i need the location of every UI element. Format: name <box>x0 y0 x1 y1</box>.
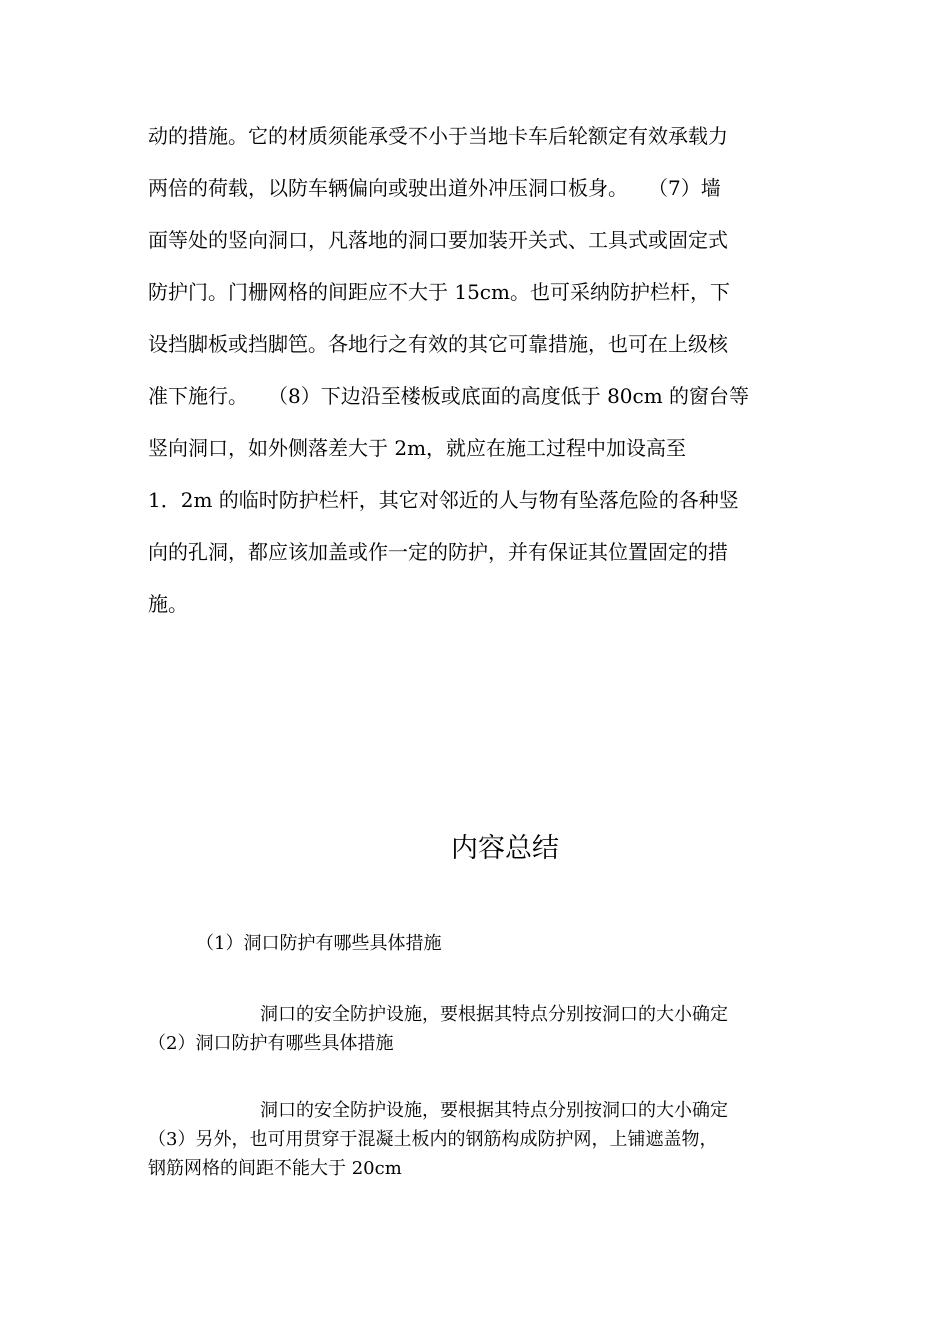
body-line: 面等处的竖向洞口，凡落地的洞口要加装开关式、工具式或固定式 <box>148 228 728 252</box>
summary-answer-2: 洞口的安全防护设施，要根据其特点分别按洞口的大小确定 <box>260 1100 728 1121</box>
body-line: 设挡脚板或挡脚笆。各地行之有效的其它可靠措施，也可在上级核 <box>148 332 728 356</box>
body-line: 动的措施。它的材质须能承受不小于当地卡车后轮额定有效承载力 <box>148 124 728 148</box>
body-line: 1．2m 的临时防护栏杆，其它对邻近的人与物有坠落危险的各种竖 <box>148 488 739 512</box>
summary-block-2 <box>148 1096 828 1183</box>
body-line: 两倍的荷载，以防车辆偏向或驶出道外冲压洞口板身。 （7）墙 <box>148 176 721 200</box>
body-line: 准下施行。 （8）下边沿至楼板或底面的高度低于 80cm 的窗台等 <box>148 384 750 408</box>
body-line: 防护门。门栅网格的间距应不大于 15cm。也可采纳防护栏杆，下 <box>148 280 730 304</box>
summary-answer-1: 洞口的安全防护设施，要根据其特点分别按洞口的大小确定 <box>260 1004 728 1025</box>
summary-title: 内容总结 <box>451 833 559 864</box>
summary-question-2: （2）洞口防护有哪些具体措施 <box>148 1033 394 1054</box>
body-line: 竖向洞口，如外侧落差大于 2m，就应在施工过程中加设高至 <box>148 436 687 460</box>
summary-block-1 <box>148 1000 828 1058</box>
summary-question-3: （3）另外，也可用贯穿于混凝土板内的钢筋构成防护网，上铺遮盖物， <box>148 1129 718 1150</box>
body-line: 向的孔洞，都应该加盖或作一定的防护，并有保证其位置固定的措 <box>148 540 728 564</box>
body-text <box>148 110 808 630</box>
body-line: 施。 <box>148 592 188 616</box>
summary-question-3-cont: 钢筋网格的间距不能大于 20cm <box>148 1158 402 1179</box>
summary-question-1: （1）洞口防护有哪些具体措施 <box>196 933 442 954</box>
